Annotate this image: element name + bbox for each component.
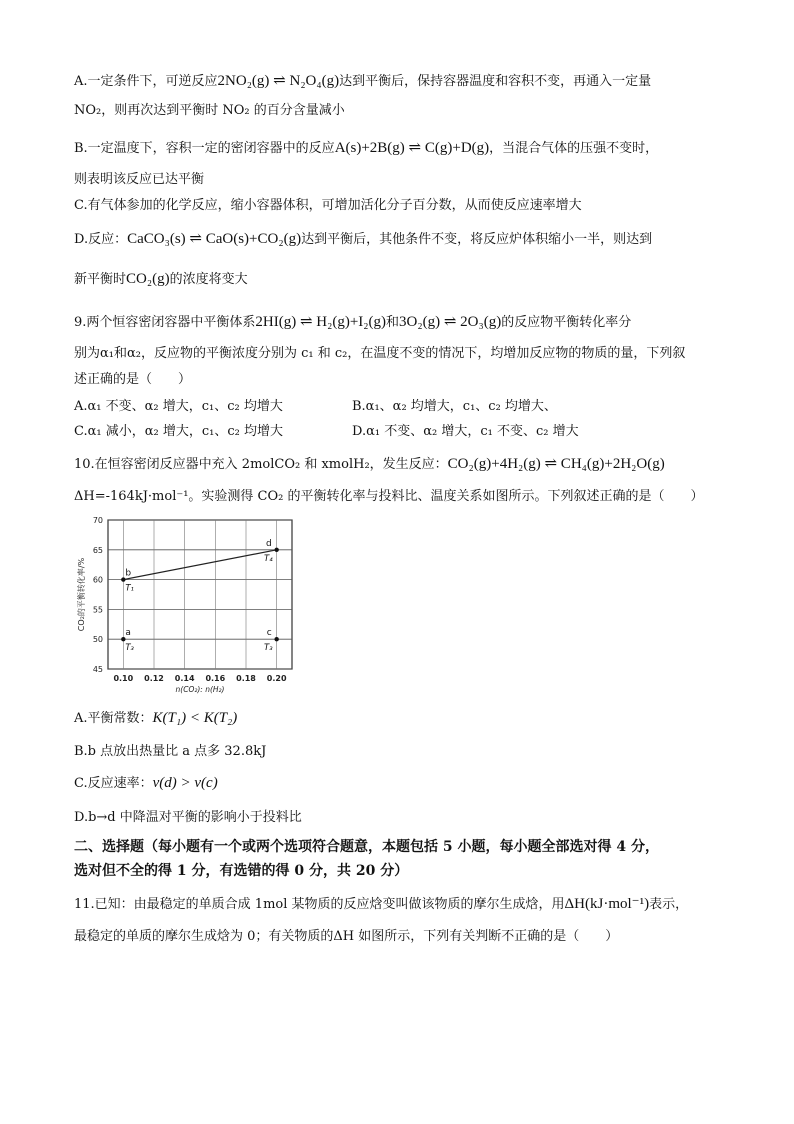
q8-d-text2: 达到平衡后，其他条件不变，将反应炉体积缩小一半，则达到	[301, 232, 653, 247]
q8-a-equation: 2NO₂(g) ⇌ N₂O₄(g)	[217, 73, 340, 89]
q8-b-text1: B.一定温度下，容积一定的密闭容器中的反应	[74, 141, 335, 156]
q8-option-a-line2: NO₂，则再次达到平衡时 NO₂ 的百分含量减小	[74, 103, 345, 118]
x-tick-label: 0.18	[236, 674, 256, 683]
q11-unit: ΔH(kJ·mol⁻¹)	[564, 896, 650, 912]
x-tick-label: 0.20	[266, 674, 287, 683]
point-label-d: d	[265, 538, 272, 549]
q11-stem-line1	[74, 894, 688, 915]
point-label-a: a	[125, 628, 131, 639]
q10-a-inequality: K(T₁) < K(T₂)	[152, 710, 238, 726]
q9-stem-line2: 别为α₁和α₂，反应物的平衡浓度分别为 c₁ 和 c₂，在温度不变的情况下，均增加反应物的物质的量，下列叙	[74, 346, 686, 361]
q10-text1: 10.在恒容密闭反应器中充入 2molCO₂ 和 xmolH₂，发生反应：	[74, 457, 448, 472]
q10-option-c	[74, 773, 218, 794]
x-tick-label: 0.10	[113, 674, 134, 683]
q9-option-b: B.α₁、α₂ 均增大，c₁、c₂ 均增大、	[352, 399, 557, 414]
q8-option-a-line1	[74, 71, 651, 92]
q9-text1: 9.两个恒容密闭容器中平衡体系	[74, 315, 256, 330]
q11-stem-line2: 最稳定的单质的摩尔生成焓为 0；有关物质的ΔH 如图所示，下列有关判断不正确的是（ ）	[74, 929, 619, 944]
y-tick-label: 45	[92, 665, 103, 674]
q9-stem-line1	[74, 312, 631, 333]
q10-stem-line2: ΔH=-164kJ·mol⁻¹。实验测得 CO₂ 的平衡转化率与投料比、温度关系如图所示。下列叙述正确的是（ ）	[74, 489, 704, 504]
q8-d-text3: 新平衡时	[74, 272, 127, 287]
y-tick-label: 60	[92, 575, 103, 585]
q8-b-text2: ，当混合气体的压强不变时，	[489, 141, 659, 156]
y-tick-label: 65	[92, 545, 103, 555]
q9-text2: 和	[386, 315, 400, 330]
q10-option-b: B.b 点放出热量比 a 点多 32.8kJ	[74, 744, 267, 759]
point-temp-c: T₃	[264, 643, 273, 654]
data-point-d	[274, 548, 278, 552]
y-tick-label: 70	[92, 516, 103, 525]
q8-option-c: C.有气体参加的化学反应，缩小容器体积，可增加活化分子百分数，从而使反应速率增大	[74, 198, 582, 213]
q10-c-inequality: v(d) > v(c)	[152, 775, 218, 791]
x-tick-label: 0.16	[205, 674, 226, 683]
q10-c-text: C.反应速率：	[74, 776, 153, 791]
q8-a-text2: 达到平衡后，保持容器温度和容积不变，再通入一定量	[339, 74, 652, 89]
q8-option-b-line1	[74, 138, 658, 159]
data-point-c	[274, 637, 278, 641]
point-temp-d: T₄	[264, 553, 273, 564]
q8-d-co2: CO₂(g)	[126, 271, 170, 287]
point-temp-a: T₃	[125, 643, 134, 654]
q10-equation: CO₂(g)+4H₂(g) ⇌ CH₄(g)+2H₂O(g)	[447, 456, 665, 472]
q9-stem-line3: 述正确的是（ ）	[74, 372, 192, 387]
q9-option-c: C.α₁ 减小，α₂ 增大，c₁、c₂ 均增大	[74, 424, 283, 439]
q8-d-equation: CaCO₃(s) ⇌ CaO(s)+CO₂(g)	[127, 231, 302, 247]
conversion-chart	[74, 512, 314, 697]
q8-option-b-line2: 则表明该反应已达平衡	[74, 172, 205, 187]
q9-text3: 的反应物平衡转化率分	[501, 315, 632, 330]
x-tick-label: 0.12	[144, 674, 164, 683]
x-axis-label: n(CO₂): n(H₂)	[175, 685, 225, 694]
q8-option-d-line1	[74, 229, 652, 250]
point-label-c: c	[266, 628, 272, 639]
q9-option-a: A.α₁ 不变、α₂ 增大，c₁、c₂ 均增大	[74, 399, 283, 414]
q10-option-a	[74, 708, 237, 729]
q10-stem-line1	[74, 454, 665, 475]
point-temp-b: T₁	[125, 583, 134, 594]
point-label-b: b	[125, 568, 132, 579]
q9-equation1: 2HI(g) ⇌ H₂(g)+I₂(g)	[255, 314, 387, 330]
q8-a-text1: A.一定条件下，可逆反应	[74, 74, 218, 89]
section-2-heading-line1: 二、选择题（每小题有一个或两个选项符合题意，本题包括 5 小题，每小题全部选对得 4 分，	[74, 839, 659, 855]
q8-d-text1: D.反应：	[74, 232, 128, 247]
q10-a-text: A.平衡常数：	[74, 711, 153, 726]
q11-text2: 表示，	[649, 897, 689, 912]
y-tick-label: 50	[92, 635, 103, 645]
q11-text1: 11.已知：由最稳定的单质合成 1mol 某物质的反应焓变叫做该物质的摩尔生成焓，用	[74, 897, 565, 912]
q8-b-equation: A(s)+2B(g) ⇌ C(g)+D(g)	[334, 140, 490, 156]
section-2-heading-line2: 选对但不全的得 1 分，有选错的得 0 分，共 20 分）	[74, 863, 409, 879]
q10-option-d: D.b→d 中降温对平衡的影响小于投料比	[74, 810, 302, 825]
q8-option-d-line2	[74, 269, 248, 290]
q8-d-text4: 的浓度将变大	[169, 272, 248, 287]
y-tick-label: 55	[92, 605, 103, 615]
x-tick-label: 0.14	[174, 674, 195, 683]
y-axis-label: CO₂的平衡转化率/%	[77, 557, 86, 632]
q9-option-d: D.α₁ 不变、α₂ 增大，c₁ 不变、c₂ 增大	[352, 424, 579, 439]
q9-equation2: 3O₂(g) ⇌ 2O₃(g)	[399, 314, 502, 330]
